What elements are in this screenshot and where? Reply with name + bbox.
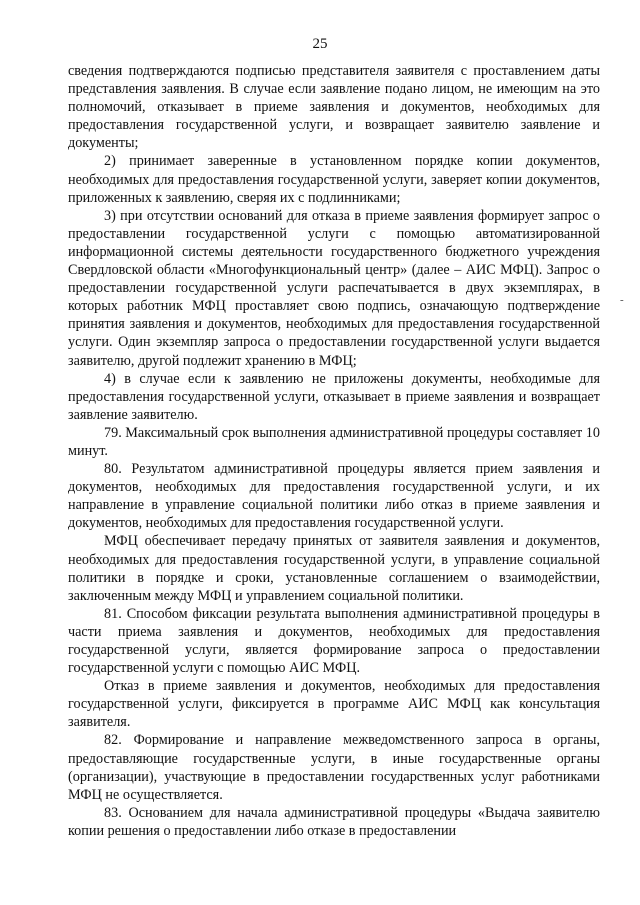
page-number: 25	[312, 36, 328, 52]
paragraph-83: 83. Основанием для начала административной процедуры «Выдача заявителю копии решения о предоставлении либо отказе в предоставлении	[68, 804, 600, 839]
margin-mark: -	[620, 294, 624, 306]
paragraph-80: 80. Результатом административной процедуры является прием заявления и документов, необходимых для предоставления государственной услуги, и их направление в управление социальной политики либо отказ в приеме заявления и документов, необходимых для предоставления государственной услуги.	[68, 461, 600, 532]
paragraph-item-4: 4) в случае если к заявлению не приложены документы, необходимые для предоставления государственной услуги, отказывает в приеме заявления и возвращает заявление заявителю.	[68, 370, 600, 423]
paragraph-item-2: 2) принимает заверенные в установленном порядке копии документов, необходимых для предоставления государственной услуги, заверяет копии документов, приложенных к заявлению, сверяя их с подлинниками;	[68, 153, 600, 206]
paragraph-item-3: 3) при отсутствии оснований для отказа в приеме заявления формирует запрос о предоставлении государственной услуги с помощью автоматизированной информационной системы деятельности государственного бюджетного учреждения Свердловской области «Многофункциональный центр» (далее – АИС МФЦ). Запрос о предоставлении государственной услуги распечатывается в двух экземплярах, в которых работник МФЦ проставляет свою подпись, означающую подтверждение принятия заявления и документов, необходимых для предоставления государственной услуги. Один экземпляр запроса о предоставлении государственной услуги выдается заявителю, другой подлежит хранению в МФЦ;	[68, 207, 600, 369]
paragraph-continuation: сведения подтверждаются подписью представителя заявителя с проставлением даты представления заявления. В случае если заявление подано лицом, не имеющим на это полномочий, отказывает в приеме заявления и документов, необходимых для предоставления государственной услуги, и возвращает заявителю заявление и документы;	[68, 63, 600, 152]
paragraph-refusal: Отказ в приеме заявления и документов, необходимых для предоставления государственной услуги, фиксируется в программе АИС МФЦ как консультация заявителя.	[68, 678, 600, 731]
paragraph-79: 79. Максимальный срок выполнения административной процедуры составляет 10 минут.	[68, 424, 600, 459]
paragraph-81: 81. Способом фиксации результата выполнения административной процедуры в части приема заявления и документов, необходимых для предоставления государственной услуги, является формирование запроса о предоставлении государственной услуги с помощью АИС МФЦ.	[68, 605, 600, 677]
paragraph-mfc: МФЦ обеспечивает передачу принятых от заявителя заявления и документов, необходимых для предоставления государственной услуги, в управление социальной политики в порядке и сроки, установленные соглашением о взаимодействии, заключенным между МФЦ и управлением социальной политики.	[68, 533, 600, 604]
document-body	[68, 62, 600, 840]
paragraph-82: 82. Формирование и направление межведомственного запроса в органы, предоставляющие государственные услуги, в иные государственные органы (организации), участвующие в предоставлении государственных услуг работниками МФЦ не осуществляется.	[68, 732, 600, 803]
